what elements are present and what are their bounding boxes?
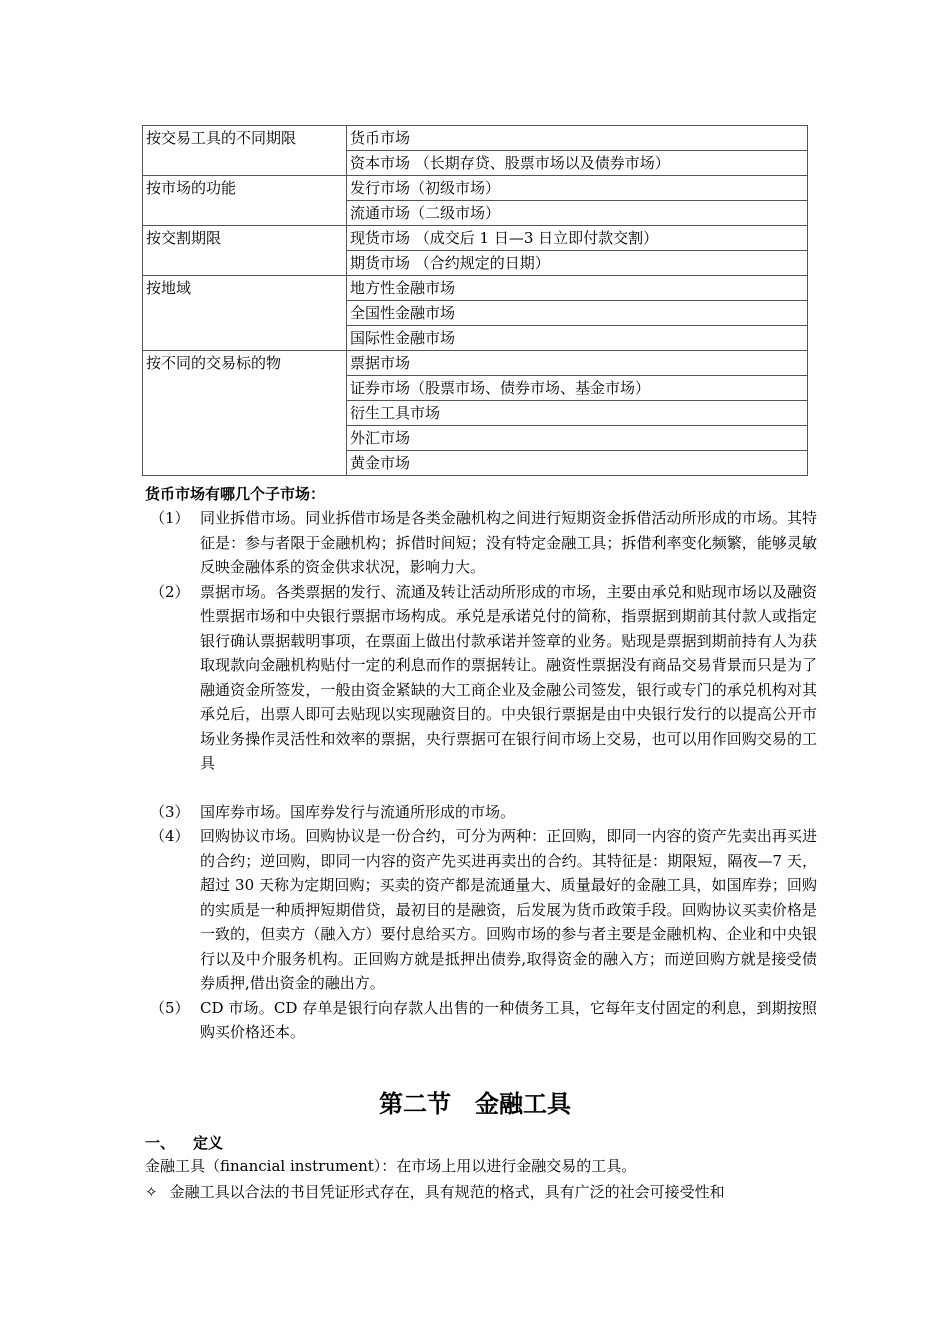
table-row [143,126,808,151]
item-text: 票据市场。各类票据的发行、流通及转让活动所形成的市场，主要由承兑和贴现市场以及融资性票据市场和中央银行票据市场构成。承兑是承诺兑付的简称，指票据到期前其付款人或指定银行确认票据载明事项，在票面上做出付款承诺并签章的业务。贴现是票据到期前持有人为获取现款向金融机构贴付一定的利息而作的票据转让。融资性票据没有商品交易背景而只是为了融通资金所签发，一般由资金紧缺的大工商企业及金融公司签发，银行或专门的承兑机构对其承兑后，出票人即可去贴现以实现融资目的。中央银行票据是由中央银行发行的以提高公开市场业务操作灵活性和效率的票据，央行票据可在银行间市场上交易，也可以用作回购交易的工具 [200,582,817,772]
table-row [143,276,808,301]
list-item [145,996,817,1045]
market-cell: 现货市场 （成交后 1 日—3 日立即付款交割） [347,226,808,251]
table-row [143,351,808,376]
list-item [145,506,817,580]
bullet-text: 金融工具以合法的书目凭证形式存在，具有规范的格式，具有广泛的社会可接受性和 [169,1183,725,1201]
market-cell: 黄金市场 [347,451,808,476]
sub-heading-title: 定义 [193,1134,224,1152]
category-cell: 按不同的交易标的物 [143,351,347,476]
item-text: 同业拆借市场。同业拆借市场是各类金融机构之间进行短期资金拆借活动所形成的市场。其特征是：参与者限于金融机构；拆借时间短；没有特定金融工具；拆借利率变化频繁，能够灵敏反映金融体系的资金供求状况，影响力大。 [200,509,817,576]
category-cell: 按地域 [143,276,347,351]
market-cell: 外汇市场 [347,426,808,451]
diamond-bullet-icon: ✧ [145,1183,158,1201]
market-cell: 期货市场 （合约规定的日期） [347,251,808,276]
money-market-list [145,506,817,1045]
market-cell: 地方性金融市场 [347,276,808,301]
market-cell: 证券市场（股票市场、债券市场、基金市场） [347,376,808,401]
item-number: （4） [150,827,190,845]
table-row [143,226,808,251]
item-number: （3） [150,802,190,821]
market-cell: 流通市场（二级市场） [347,201,808,226]
market-cell: 资本市场 （长期存贷、股票市场以及债券市场） [347,151,808,176]
item-number: （2） [150,582,190,601]
market-cell: 全国性金融市场 [347,301,808,326]
market-cell: 国际性金融市场 [347,326,808,351]
list-item [145,580,817,776]
category-cell: 按交易工具的不同期限 [143,126,347,176]
bullet-line [145,1181,725,1203]
market-cell: 发行市场（初级市场） [347,176,808,201]
money-market-heading: 货币市场有哪几个子市场： [145,485,326,503]
market-cell: 货币市场 [347,126,808,151]
list-item [145,800,817,825]
item-number: （5） [150,998,190,1017]
sub-heading-number: 一、 [145,1134,176,1152]
list-item [145,824,817,996]
sub-heading [145,1132,223,1154]
market-classification-table [142,125,808,476]
market-cell: 衍生工具市场 [347,401,808,426]
market-cell: 票据市场 [347,351,808,376]
category-cell: 按交割期限 [143,226,347,276]
category-cell: 按市场的功能 [143,176,347,226]
item-text: 国库券市场。国库券发行与流通所形成的市场。 [200,802,516,821]
table-row [143,176,808,201]
item-text: 回购协议市场。回购协议是一份合约，可分为两种：正回购，即同一内容的资产先卖出再买进的合约；逆回购，即同一内容的资产先买进再卖出的合约。其特征是：期限短，隔夜—7 天，超过 30 天称为定期回购；买卖的资产都是流通量大、质量最好的金融工具，如国库券；回购的实质是一种质押短期借贷，最初目的是融资，后发展为货币政策手段。回购协议买卖价格是一致的，但卖方（融入方）要付息给买方。回购市场的参与者主要是金融机构、企业和中央银行以及中介服务机构。正回购方就是抵押出债券,取得资金的融入方；而逆回购方就是接受债券质押,借出资金的融出方。 [200,827,817,992]
definition-line: 金融工具（financial instrument）：在市场上用以进行金融交易的工具。 [145,1157,637,1175]
section-title: 第二节 金融工具 [379,1090,571,1118]
item-text: CD 市场。CD 存单是银行向存款人出售的一种债务工具，它每年支付固定的利息，到期按照购买价格还本。 [200,998,817,1041]
item-number: （1） [150,509,190,527]
